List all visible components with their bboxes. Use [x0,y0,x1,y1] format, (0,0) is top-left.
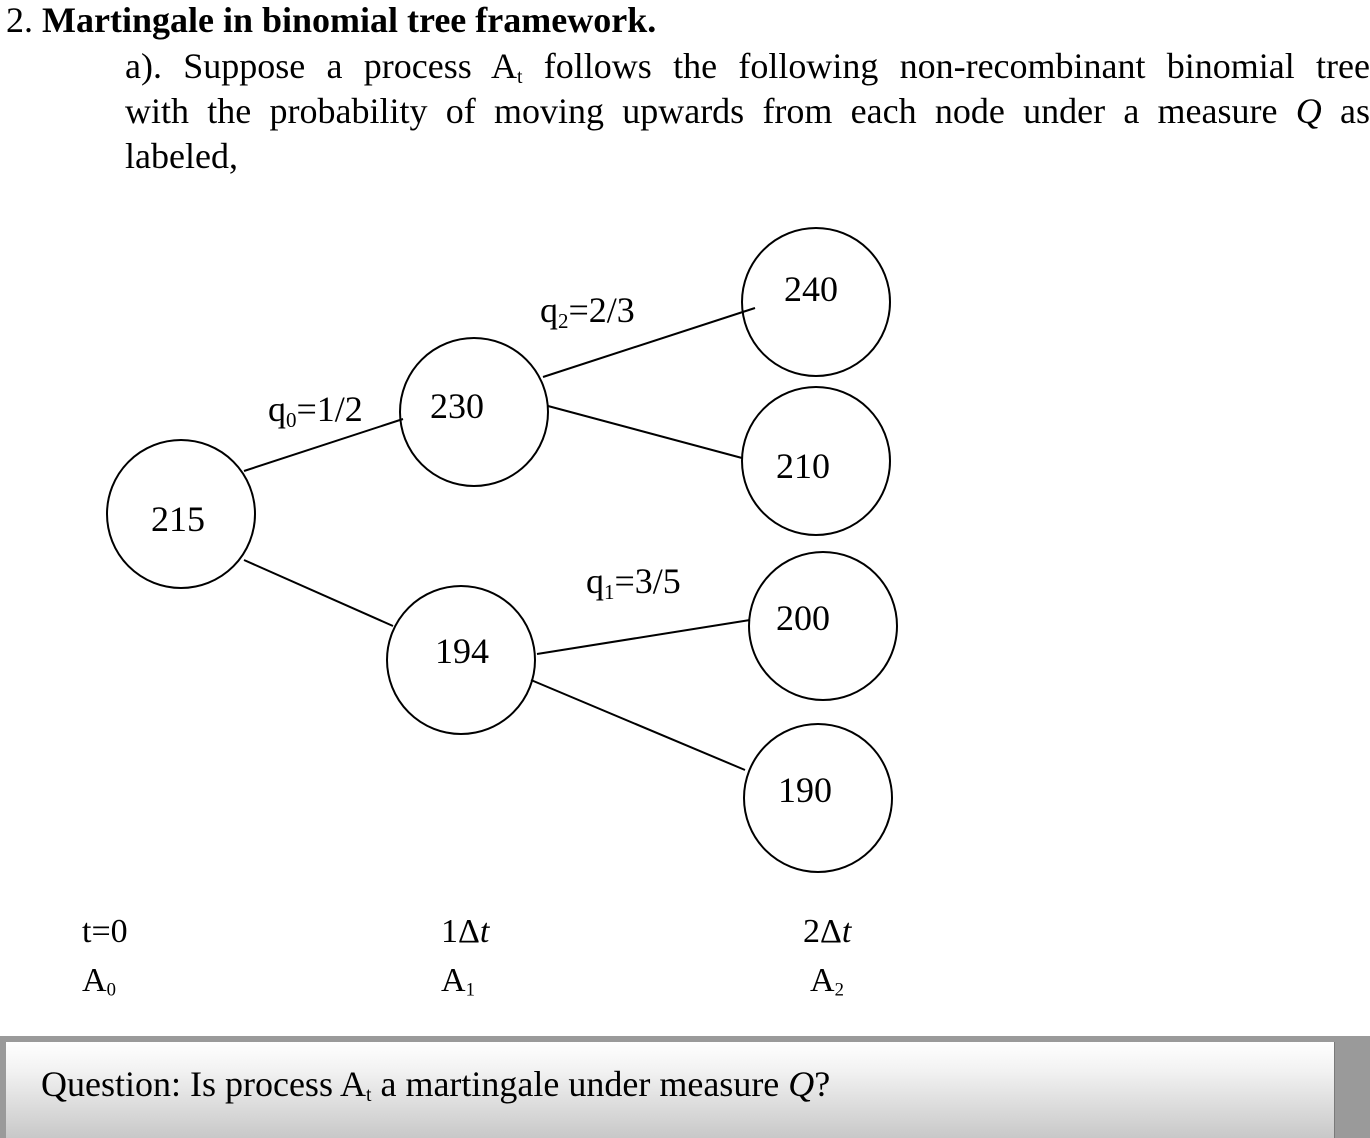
tree-node [742,228,890,376]
probability-label-q0: q0=1/2 [268,389,363,432]
tree-node [107,440,255,588]
probability-label-q1: q1=3/5 [586,561,681,604]
tree-node [749,552,897,700]
question-text: Question: Is process $A_t$ a martingale under measure Q? [41,1064,831,1106]
tree-node [742,387,890,535]
node-value: 210 [776,446,830,486]
time-label-2dt: 2Δt [803,913,852,950]
statement-line-2: with the probability of moving upwards from each node under a measure Q as [125,91,1370,131]
statement-line-1: a). Suppose a process $A_t$ follows the following non-recombinant binomial tree [125,46,1370,88]
tree-edge-root-down [244,560,393,626]
probability-label-q2: q2=2/3 [540,290,635,333]
statement-line-3: labeled, [125,136,238,176]
time-label-1dt: 1Δt [441,913,490,950]
node-value: 190 [778,770,832,810]
problem-title: Martingale in binomial tree framework. [42,0,657,40]
node-value: 230 [430,386,484,426]
node-value: 194 [435,631,489,671]
tree-node [400,338,548,486]
tree-edge-down-dd [531,680,745,770]
tree-node [387,586,535,734]
node-value: 215 [151,499,205,539]
process-label-a0: $A_0$ [82,962,116,1001]
process-label-a2: $A_2$ [810,962,844,1001]
tree-edge-down-du [537,620,750,654]
tree-node [744,724,892,872]
process-label-a1: $A_1$ [441,962,475,1001]
tree-edge-up-ud [548,406,742,458]
time-label-t0: t=0 [82,913,128,950]
node-value: 200 [776,598,830,638]
problem-number: 2. [6,0,42,40]
node-value: 240 [784,269,838,309]
